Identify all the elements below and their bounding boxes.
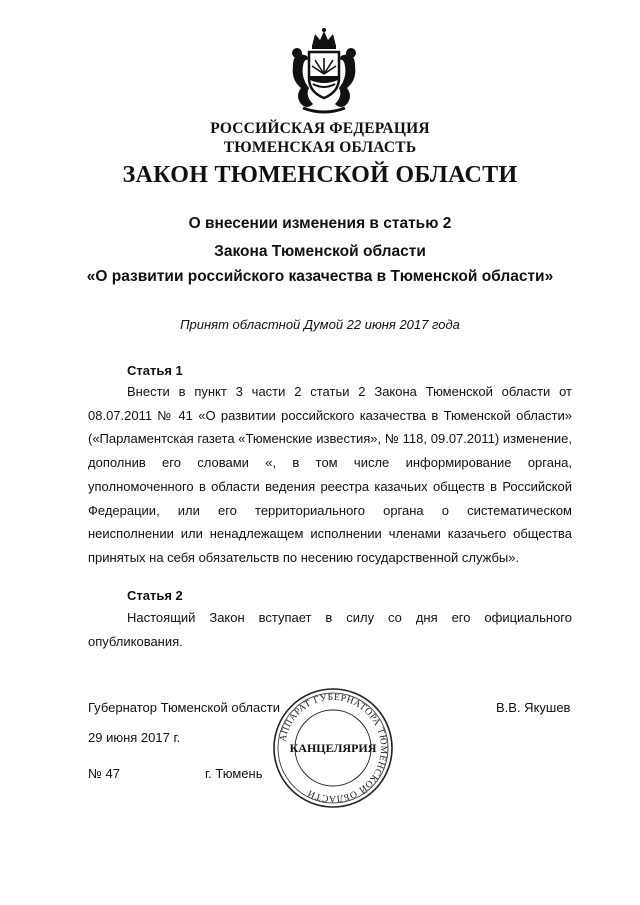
subject-line-1: О внесении изменения в статью 2 [188, 215, 452, 232]
svg-text:КАНЦЕЛЯРИЯ: КАНЦЕЛЯРИЯ [289, 741, 377, 755]
article-2-heading: Статья 2 [127, 588, 183, 603]
coat-of-arms-icon [279, 26, 369, 116]
article-1-heading: Статья 1 [127, 363, 183, 378]
signing-date: 29 июня 2017 г. [88, 730, 181, 745]
article-1-text: Внести в пункт 3 части 2 статьи 2 Закона Тюменской области от 08.07.2011 № 41 «О развитии российского казачества в Тюменской области» («Парламентская газета «Тюменские известия», № 118, 09.07.2011) изменение, дополнив его словами «, в том числе информирование органа, уполномоченного в области ведения реестра казачьих обществ в Российской Федерации, или его территориального органа о систематическом неисполнении или ненадлежащем исполнении членами казачьего общества принятых на себя обязательств по несению государственной службы». [88, 384, 572, 565]
office-stamp-icon [271, 686, 395, 810]
country-name: РОССИЙСКАЯ ФЕДЕРАЦИЯ [210, 120, 430, 137]
signing-city: г. Тюмень [205, 766, 263, 781]
svg-text:АППАРАТ ГУБЕРНАТОРА ТЮМЕНСКОЙ: АППАРАТ ГУБЕРНАТОРА ТЮМЕНСКОЙ ОБЛАСТИ [278, 692, 389, 804]
region-name: ТЮМЕНСКАЯ ОБЛАСТЬ [223, 139, 417, 156]
document-title: ЗАКОН ТЮМЕНСКОЙ ОБЛАСТИ [122, 162, 518, 188]
signatory-name: В.В. Якушев [496, 700, 571, 715]
adoption-note: Принят областной Думой 22 июня 2017 года [180, 317, 460, 332]
article-2-text: Настоящий Закон вступает в силу со дня его официального опубликования. [88, 610, 572, 649]
subject-line-2: Закона Тюменской области [214, 243, 426, 260]
signatory-position: Губернатор Тюменской области [88, 700, 280, 715]
subject-line-3: «О развитии российского казачества в Тюменской области» [86, 268, 554, 285]
law-number: № 47 [88, 766, 121, 781]
